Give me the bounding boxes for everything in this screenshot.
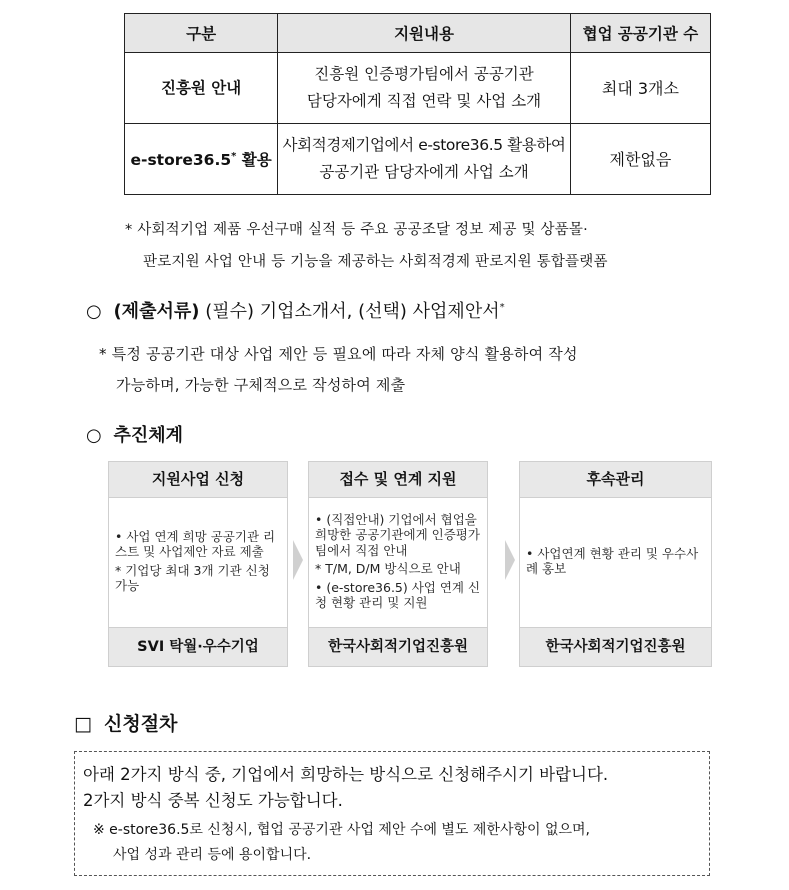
flow-step-footer: 한국사회적기업진흥원 <box>309 627 487 666</box>
content-line: 공공기관 담당자에게 사업 소개 <box>319 163 529 181</box>
procedure-note-line: ※ e-store36.5로 신청시, 협업 공공기관 사업 제안 수에 별도 제한사항이 없으며, <box>93 822 591 838</box>
procedure-box <box>74 751 710 876</box>
flow-item: * T/M, D/M 방식으로 안내 <box>315 561 461 576</box>
flow-item: • (e-store36.5) 사업 연계 신청 현황 관리 및 지원 <box>315 579 481 610</box>
content-line: 담당자에게 직접 연락 및 사업 소개 <box>306 92 542 110</box>
flow-step-body <box>115 498 281 627</box>
procedure-line: 아래 2가지 방식 중, 기업에서 희망하는 방식으로 신청해주시기 바랍니다. <box>83 765 609 784</box>
flow-step-title: 후속관리 <box>520 462 711 498</box>
procedure-note-line: 사업 성과 관리 등에 용이합니다. <box>113 847 312 863</box>
table-header-count: 협업 공공기관 수 <box>570 14 710 53</box>
flow-item: • 사업연계 현황 관리 및 우수사례 홍보 <box>526 545 699 576</box>
procedure-heading <box>74 709 177 736</box>
table-header-content: 지원내용 <box>278 14 571 53</box>
flow-step-title: 지원사업 신청 <box>109 462 287 498</box>
category-text: e-store36.5 <box>130 151 232 170</box>
flow-item: * 기업당 최대 3개 기관 신청 가능 <box>115 562 270 593</box>
procedure-heading-text: 신청절차 <box>104 713 178 735</box>
footnote-mark: * <box>231 151 237 163</box>
system-heading <box>86 421 183 447</box>
table-row <box>125 124 711 195</box>
documents-note-line: 가능하며, 가능한 구체적으로 작성하여 제출 <box>116 376 406 394</box>
content-line: 진흥원 인증평가팀에서 공공기관 <box>314 65 534 83</box>
table-cell-count: 제한없음 <box>570 124 710 195</box>
procedure-line: 2가지 방식 중복 신청도 가능합니다. <box>83 791 343 810</box>
flow-step-footer: SVI 탁월·우수기업 <box>109 627 287 666</box>
flow-step-body <box>315 498 481 627</box>
documents-label: (제출서류) <box>113 301 200 322</box>
chevron-right-icon <box>505 540 515 580</box>
table-header-row <box>125 14 711 53</box>
footnote-mark: * <box>499 302 505 313</box>
documents-note-line: * 특정 공공기관 대상 사업 제안 등 필요에 따라 자체 양식 활용하여 작성 <box>99 345 578 363</box>
chevron-right-icon <box>293 540 303 580</box>
flow-item: • 사업 연계 희망 공공기관 리스트 및 사업제안 자료 제출 <box>115 528 276 559</box>
flow-step-reception <box>308 461 488 667</box>
flow-step-body <box>526 498 705 627</box>
table-footnote-line: 판로지원 사업 안내 등 기능을 제공하는 사회적경제 판로지원 통합플랫폼 <box>143 254 608 270</box>
flow-step-apply <box>108 461 288 667</box>
documents-heading <box>86 297 505 323</box>
table-cell-category <box>125 124 278 195</box>
support-table <box>124 13 711 195</box>
table-header-category: 구분 <box>125 14 278 53</box>
table-row <box>125 53 711 124</box>
circle-bullet-icon: ○ <box>86 301 102 322</box>
table-footnote-line: * 사회적기업 제품 우선구매 실적 등 주요 공공조달 정보 제공 및 상품몰· <box>125 222 588 238</box>
system-heading-text: 추진체계 <box>113 425 184 446</box>
flow-item: • (직접안내) 기업에서 협업을 희망한 공공기관에게 인증평가팀에서 직접 안내 <box>315 511 480 558</box>
content-line: 사회적경제기업에서 e-store36.5 활용하여 <box>282 136 566 154</box>
table-cell-category: 진흥원 안내 <box>125 53 278 124</box>
flow-step-followup <box>519 461 712 667</box>
documents-text: (필수) 기업소개서, (선택) 사업제안서 <box>199 301 500 322</box>
category-suffix: 활용 <box>236 151 272 170</box>
circle-bullet-icon: ○ <box>86 425 102 446</box>
flow-step-title: 접수 및 연계 지원 <box>309 462 487 498</box>
table-cell-count: 최대 3개소 <box>570 53 710 124</box>
square-bullet-icon: □ <box>74 713 92 735</box>
table-cell-content <box>278 53 571 124</box>
table-cell-content <box>278 124 571 195</box>
flow-step-footer: 한국사회적기업진흥원 <box>520 627 711 666</box>
